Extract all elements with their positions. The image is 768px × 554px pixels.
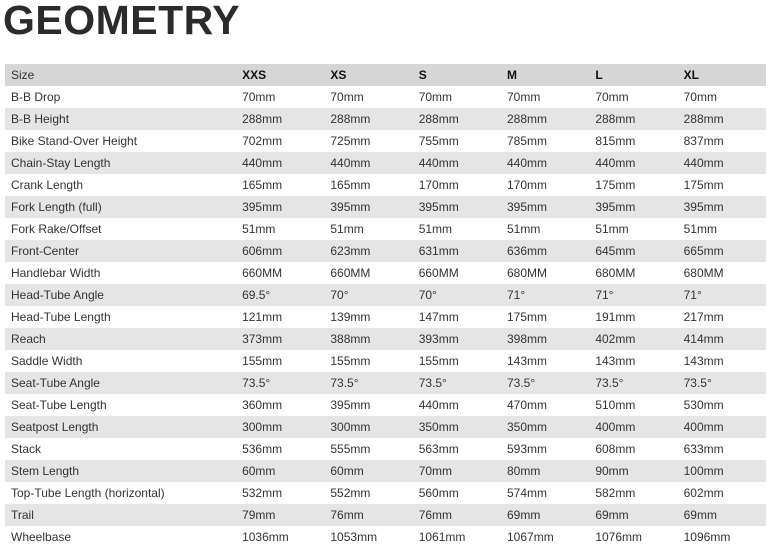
cell-value: 1036mm (236, 526, 324, 548)
cell-value: 70mm (678, 86, 766, 108)
cell-value: 636mm (501, 240, 589, 262)
row-label: Top-Tube Length (horizontal) (5, 482, 236, 504)
table-row (5, 174, 766, 196)
cell-value: 440mm (501, 152, 589, 174)
cell-value: 631mm (413, 240, 501, 262)
cell-value: 606mm (236, 240, 324, 262)
table-row (5, 108, 766, 130)
cell-value: 552mm (324, 482, 412, 504)
cell-value: 80mm (501, 460, 589, 482)
cell-value: 51mm (324, 218, 412, 240)
cell-value: 143mm (678, 350, 766, 372)
cell-value: 440mm (589, 152, 677, 174)
table-row (5, 86, 766, 108)
column-header-xs: XS (324, 64, 412, 86)
cell-value: 582mm (589, 482, 677, 504)
cell-value: 563mm (413, 438, 501, 460)
table-row (5, 306, 766, 328)
row-label: Front-Center (5, 240, 236, 262)
cell-value: 51mm (236, 218, 324, 240)
cell-value: 388mm (324, 328, 412, 350)
column-header-s: S (413, 64, 501, 86)
cell-value: 73.5° (589, 372, 677, 394)
cell-value: 165mm (236, 174, 324, 196)
cell-value: 70mm (413, 460, 501, 482)
cell-value: 574mm (501, 482, 589, 504)
table-row (5, 438, 766, 460)
cell-value: 560mm (413, 482, 501, 504)
cell-value: 645mm (589, 240, 677, 262)
cell-value: 395mm (678, 196, 766, 218)
row-label: B-B Height (5, 108, 236, 130)
cell-value: 70° (413, 284, 501, 306)
row-label: Handlebar Width (5, 262, 236, 284)
cell-value: 73.5° (413, 372, 501, 394)
column-header-l: L (589, 64, 677, 86)
column-header-size: Size (5, 64, 236, 86)
cell-value: 440mm (413, 152, 501, 174)
cell-value: 395mm (324, 394, 412, 416)
cell-value: 100mm (678, 460, 766, 482)
cell-value: 633mm (678, 438, 766, 460)
cell-value: 76mm (324, 504, 412, 526)
cell-value: 360mm (236, 394, 324, 416)
row-label: Wheelbase (5, 526, 236, 548)
cell-value: 532mm (236, 482, 324, 504)
table-row (5, 262, 766, 284)
cell-value: 702mm (236, 130, 324, 152)
row-label: Seat-Tube Length (5, 394, 236, 416)
row-label: Seat-Tube Angle (5, 372, 236, 394)
cell-value: 725mm (324, 130, 412, 152)
row-label: Stem Length (5, 460, 236, 482)
cell-value: 121mm (236, 306, 324, 328)
column-header-m: M (501, 64, 589, 86)
cell-value: 288mm (501, 108, 589, 130)
table-row (5, 328, 766, 350)
table-row (5, 130, 766, 152)
cell-value: 680MM (501, 262, 589, 284)
cell-value: 175mm (589, 174, 677, 196)
cell-value: 440mm (324, 152, 412, 174)
cell-value: 608mm (589, 438, 677, 460)
column-header-xxs: XXS (236, 64, 324, 86)
cell-value: 440mm (413, 394, 501, 416)
cell-value: 414mm (678, 328, 766, 350)
table-row (5, 284, 766, 306)
cell-value: 79mm (236, 504, 324, 526)
cell-value: 536mm (236, 438, 324, 460)
cell-value: 73.5° (324, 372, 412, 394)
cell-value: 51mm (589, 218, 677, 240)
row-label: Fork Length (full) (5, 196, 236, 218)
cell-value: 755mm (413, 130, 501, 152)
cell-value: 398mm (501, 328, 589, 350)
table-row (5, 372, 766, 394)
cell-value: 1061mm (413, 526, 501, 548)
cell-value: 660MM (413, 262, 501, 284)
cell-value: 51mm (413, 218, 501, 240)
table-row (5, 482, 766, 504)
cell-value: 288mm (413, 108, 501, 130)
cell-value: 76mm (413, 504, 501, 526)
cell-value: 155mm (413, 350, 501, 372)
row-label: Fork Rake/Offset (5, 218, 236, 240)
table-row (5, 350, 766, 372)
row-label: Stack (5, 438, 236, 460)
cell-value: 217mm (678, 306, 766, 328)
cell-value: 660MM (324, 262, 412, 284)
cell-value: 288mm (236, 108, 324, 130)
cell-value: 70mm (501, 86, 589, 108)
table-row (5, 196, 766, 218)
cell-value: 1076mm (589, 526, 677, 548)
row-label: B-B Drop (5, 86, 236, 108)
cell-value: 70mm (324, 86, 412, 108)
cell-value: 395mm (501, 196, 589, 218)
cell-value: 155mm (324, 350, 412, 372)
cell-value: 665mm (678, 240, 766, 262)
table-row (5, 152, 766, 174)
row-label: Crank Length (5, 174, 236, 196)
cell-value: 510mm (589, 394, 677, 416)
cell-value: 395mm (589, 196, 677, 218)
cell-value: 350mm (413, 416, 501, 438)
cell-value: 69mm (678, 504, 766, 526)
cell-value: 73.5° (501, 372, 589, 394)
table-row (5, 460, 766, 482)
column-header-xl: XL (678, 64, 766, 86)
cell-value: 440mm (678, 152, 766, 174)
cell-value: 70mm (413, 86, 501, 108)
cell-value: 300mm (324, 416, 412, 438)
cell-value: 470mm (501, 394, 589, 416)
geometry-table (5, 64, 766, 548)
cell-value: 400mm (678, 416, 766, 438)
cell-value: 393mm (413, 328, 501, 350)
cell-value: 288mm (589, 108, 677, 130)
row-label: Saddle Width (5, 350, 236, 372)
table-row (5, 218, 766, 240)
cell-value: 51mm (678, 218, 766, 240)
cell-value: 155mm (236, 350, 324, 372)
cell-value: 191mm (589, 306, 677, 328)
cell-value: 139mm (324, 306, 412, 328)
cell-value: 400mm (589, 416, 677, 438)
cell-value: 60mm (324, 460, 412, 482)
row-label: Trail (5, 504, 236, 526)
row-label: Head-Tube Angle (5, 284, 236, 306)
cell-value: 440mm (236, 152, 324, 174)
cell-value: 555mm (324, 438, 412, 460)
cell-value: 680MM (678, 262, 766, 284)
table-row (5, 504, 766, 526)
cell-value: 170mm (501, 174, 589, 196)
cell-value: 395mm (413, 196, 501, 218)
cell-value: 147mm (413, 306, 501, 328)
cell-value: 660MM (236, 262, 324, 284)
cell-value: 402mm (589, 328, 677, 350)
cell-value: 288mm (324, 108, 412, 130)
cell-value: 70mm (589, 86, 677, 108)
row-label: Head-Tube Length (5, 306, 236, 328)
cell-value: 71° (501, 284, 589, 306)
cell-value: 837mm (678, 130, 766, 152)
cell-value: 815mm (589, 130, 677, 152)
cell-value: 680MM (589, 262, 677, 284)
cell-value: 51mm (501, 218, 589, 240)
cell-value: 1053mm (324, 526, 412, 548)
cell-value: 785mm (501, 130, 589, 152)
cell-value: 143mm (501, 350, 589, 372)
cell-value: 395mm (236, 196, 324, 218)
cell-value: 71° (589, 284, 677, 306)
cell-value: 69mm (501, 504, 589, 526)
cell-value: 69.5° (236, 284, 324, 306)
cell-value: 175mm (501, 306, 589, 328)
row-label: Reach (5, 328, 236, 350)
table-row (5, 394, 766, 416)
table-row (5, 526, 766, 548)
cell-value: 373mm (236, 328, 324, 350)
cell-value: 165mm (324, 174, 412, 196)
row-label: Bike Stand-Over Height (5, 130, 236, 152)
cell-value: 395mm (324, 196, 412, 218)
cell-value: 71° (678, 284, 766, 306)
cell-value: 593mm (501, 438, 589, 460)
cell-value: 70mm (236, 86, 324, 108)
cell-value: 602mm (678, 482, 766, 504)
cell-value: 1067mm (501, 526, 589, 548)
cell-value: 69mm (589, 504, 677, 526)
table-row (5, 240, 766, 262)
table-header-row (5, 64, 766, 86)
cell-value: 170mm (413, 174, 501, 196)
cell-value: 73.5° (678, 372, 766, 394)
cell-value: 1096mm (678, 526, 766, 548)
table-body (5, 86, 766, 548)
cell-value: 90mm (589, 460, 677, 482)
cell-value: 70° (324, 284, 412, 306)
cell-value: 288mm (678, 108, 766, 130)
page-title: GEOMETRY (3, 0, 241, 43)
cell-value: 623mm (324, 240, 412, 262)
cell-value: 350mm (501, 416, 589, 438)
cell-value: 530mm (678, 394, 766, 416)
cell-value: 73.5° (236, 372, 324, 394)
cell-value: 143mm (589, 350, 677, 372)
row-label: Chain-Stay Length (5, 152, 236, 174)
cell-value: 300mm (236, 416, 324, 438)
cell-value: 175mm (678, 174, 766, 196)
table-row (5, 416, 766, 438)
row-label: Seatpost Length (5, 416, 236, 438)
cell-value: 60mm (236, 460, 324, 482)
